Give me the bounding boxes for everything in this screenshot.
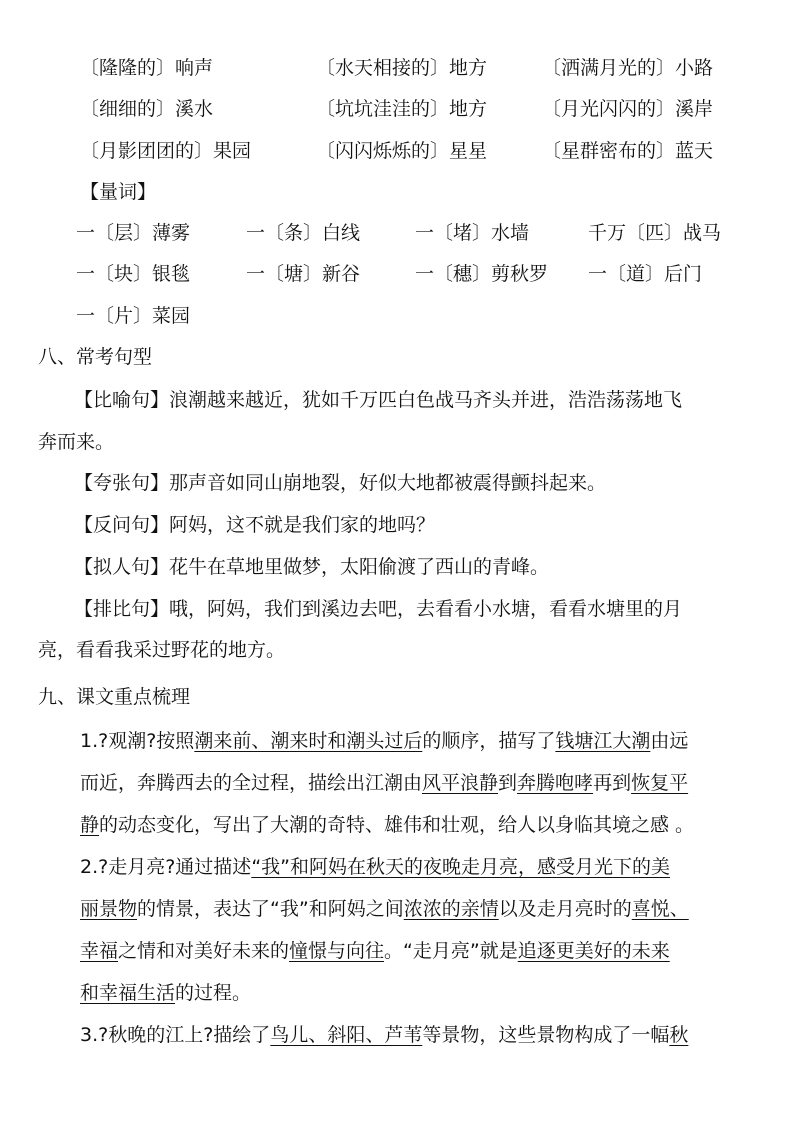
sentence-parallelism-cont: 亮，看看我采过野花的地方。 bbox=[38, 639, 286, 661]
sentence-text: 花牛在草地里做梦，太阳偷渡了西山的青峰。 bbox=[169, 556, 550, 578]
sentence-text: 那声音如同山崩地裂，好似大地都被震得颤抖起来。 bbox=[169, 472, 607, 494]
sentence-label: 【反问句】 bbox=[74, 514, 170, 536]
sentence-text: 浪潮越来越近，犹如千万匹白色战马齐头并进，浩浩荡荡地飞 bbox=[169, 389, 683, 411]
phrase: 〔隆隆的〕响声 bbox=[80, 57, 214, 79]
measure-item: 一〔层〕薄雾 bbox=[76, 222, 191, 244]
phrase: 〔水天相接的〕地方 bbox=[316, 57, 488, 79]
section-9-title: 九、课文重点梳理 bbox=[38, 686, 191, 708]
key-phrase: 幸福 bbox=[80, 940, 119, 962]
sentence-label: 【比喻句】 bbox=[74, 389, 170, 411]
key-phrase: 和幸福生活 bbox=[80, 982, 176, 1004]
summary-2-line-1: 2.?走月亮?通过描述“我”和阿妈在秋天的夜晚走月亮，感受月光下的美 bbox=[80, 856, 671, 878]
phrase: 〔月光闪闪的〕溪岸 bbox=[542, 98, 714, 120]
summary-1-line-2: 而近，奔腾西去的全过程，描绘出江潮由风平浪静到奔腾咆哮再到恢复平 bbox=[80, 772, 689, 794]
summary-2-line-3: 幸福之情和对美好未来的憧憬与向往。“走月亮”就是追逐更美好的未来 bbox=[80, 940, 670, 962]
sentence-label: 【拟人句】 bbox=[74, 556, 170, 578]
key-phrase: 秋 bbox=[669, 1024, 689, 1046]
measure-item: 千万〔匹〕战马 bbox=[588, 222, 722, 244]
measure-item: 一〔穗〕剪秋罗 bbox=[415, 263, 549, 285]
phrase: 〔洒满月光的〕小路 bbox=[542, 57, 714, 79]
measure-item: 一〔塘〕新谷 bbox=[246, 263, 361, 285]
summary-2-line-4: 和幸福生活的过程。 bbox=[80, 982, 252, 1004]
measure-item: 一〔道〕后门 bbox=[588, 263, 703, 285]
summary-3-line-1: 3.?秋晚的江上?描绘了鸟儿、斜阳、芦苇等景物，这些景物构成了一幅秋 bbox=[80, 1024, 689, 1046]
sentence-label: 【排比句】 bbox=[74, 598, 170, 620]
summary-1-line-3: 静的动态变化，写出了大潮的奇特、雄伟和壮观，给人以身临其境之感 。 bbox=[80, 814, 695, 836]
sentence-simile bbox=[74, 388, 682, 412]
phrase: 〔星群密布的〕蓝天 bbox=[542, 140, 714, 162]
summary-1-line-1: 1.?观潮?按照潮来前、潮来时和潮头过后的顺序，描写了钱塘江大潮由远 bbox=[80, 730, 689, 752]
measure-item: 一〔堵〕水墙 bbox=[415, 222, 530, 244]
key-phrase: 浓浓的亲情 bbox=[403, 898, 499, 920]
sentence-rhetorical bbox=[74, 513, 435, 537]
sentence-hyperbole bbox=[74, 471, 606, 495]
phrase: 〔细细的〕溪水 bbox=[80, 98, 214, 120]
key-phrase: 追逐更美好的未来 bbox=[517, 940, 670, 962]
sentence-parallelism bbox=[74, 597, 682, 621]
section-8-title: 八、常考句型 bbox=[38, 346, 153, 368]
key-phrase: 奔腾咆哮 bbox=[517, 772, 594, 794]
phrase: 〔闪闪烁烁的〕星星 bbox=[316, 140, 488, 162]
sentence-simile-cont: 奔而来。 bbox=[38, 431, 115, 453]
sentence-label: 【夸张句】 bbox=[74, 472, 170, 494]
sentence-text: 阿妈，这不就是我们家的地吗？ bbox=[169, 514, 436, 536]
key-phrase: 钱塘江大潮 bbox=[555, 730, 651, 752]
key-phrase: “我”和阿妈在秋天的夜晚走月亮，感受月光下的美 bbox=[251, 856, 671, 878]
sentence-personification bbox=[74, 555, 549, 579]
measure-item: 一〔片〕菜园 bbox=[76, 305, 191, 327]
measure-item: 一〔块〕银毯 bbox=[76, 263, 191, 285]
phrase: 〔坑坑洼洼的〕地方 bbox=[316, 98, 488, 120]
measure-item: 一〔条〕白线 bbox=[246, 222, 361, 244]
measure-heading: 【量词】 bbox=[80, 181, 157, 203]
key-phrase: 恢复平 bbox=[631, 772, 689, 794]
key-phrase: 潮来前、潮来时和潮头过后 bbox=[194, 730, 423, 752]
key-phrase: 憧憬与向往 bbox=[289, 940, 385, 962]
phrase: 〔月影团团的〕果园 bbox=[80, 140, 252, 162]
sentence-text: 哦，阿妈，我们到溪边去吧，去看看小水塘，看看水塘里的月 bbox=[169, 598, 683, 620]
summary-2-line-2: 丽景物的情景，表达了“我”和阿妈之间浓浓的亲情以及走月亮时的喜悦、 bbox=[80, 898, 689, 920]
key-phrase: 丽景物 bbox=[80, 898, 138, 920]
key-phrase: 风平浪静 bbox=[422, 772, 499, 794]
key-phrase: 静 bbox=[80, 814, 100, 836]
key-phrase: 喜悦、 bbox=[631, 898, 689, 920]
key-phrase: 鸟儿、斜阳、芦苇 bbox=[270, 1024, 423, 1046]
